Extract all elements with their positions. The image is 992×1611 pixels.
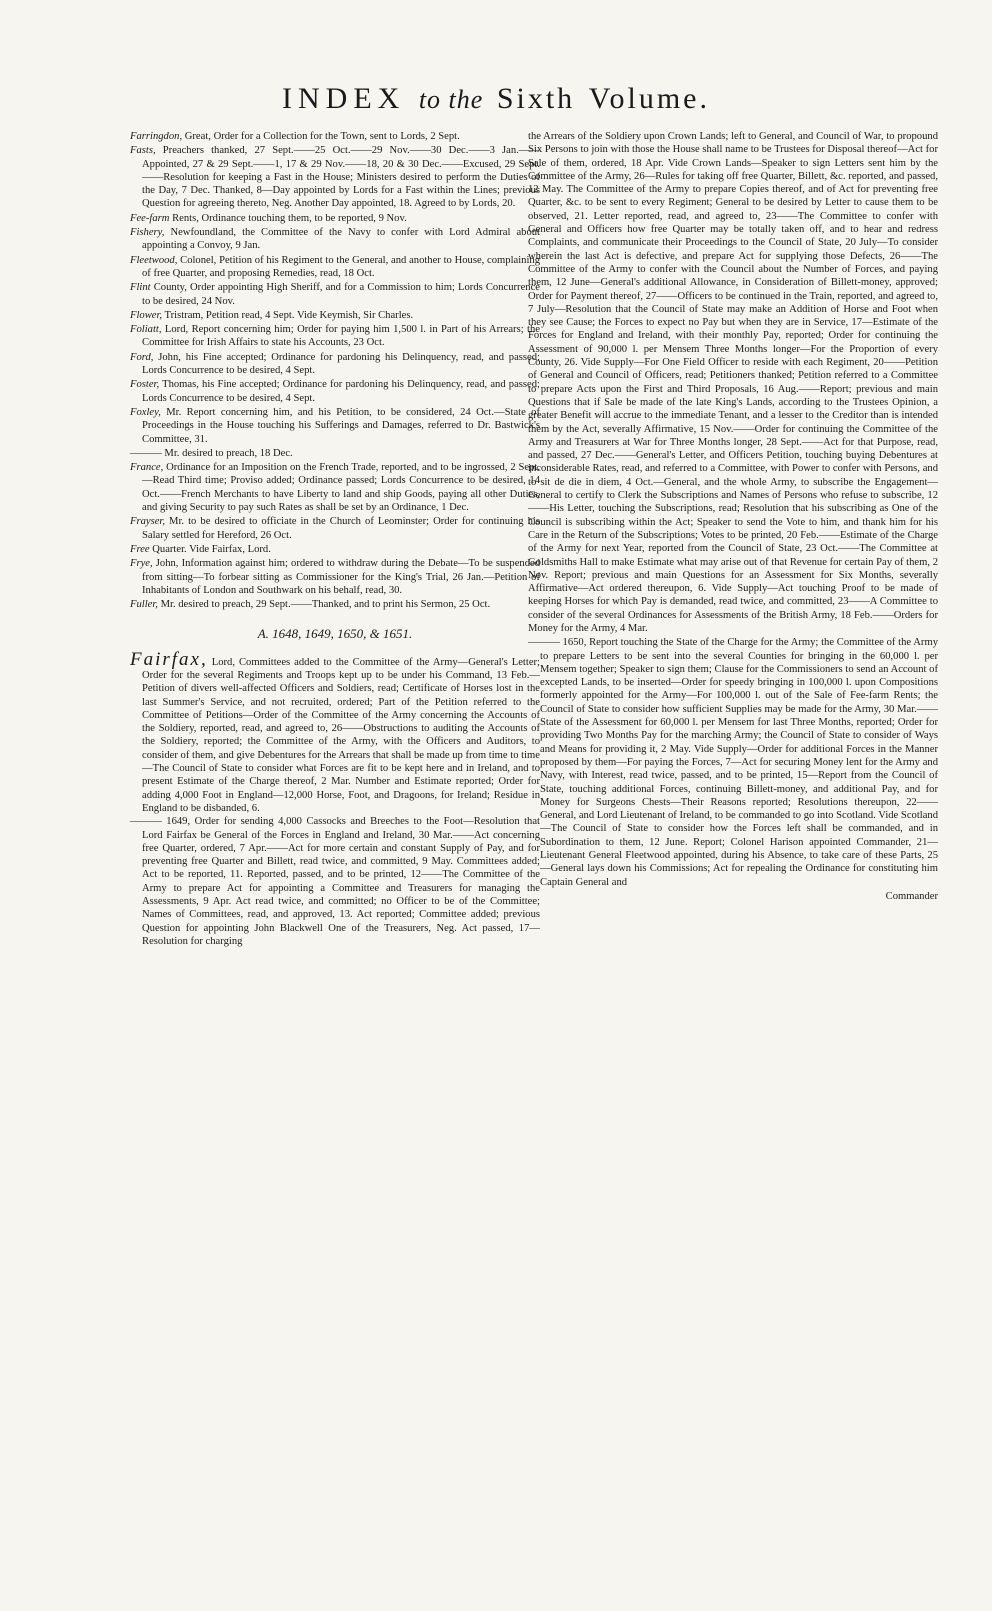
section-heading: A. 1648, 1649, 1650, & 1651. xyxy=(257,626,413,642)
index-entry xyxy=(130,323,540,350)
page-header xyxy=(0,82,992,116)
entry-text: John, his Fine accepted; Ordinance for pardoning his Delinquency, read, and passed; Lords Concurrence to be desired, 4 Sept. xyxy=(142,351,540,377)
entry-text: John, Information against him; ordered to withdraw during the Debate—To be suspended from sitting—To forbear sitting as Commissioner for the King's Trial, 26 Jan.—Petition of Inhabitants of London and Southwark on his behalf, read, 30. xyxy=(142,558,540,596)
entry-keyword: Fee-farm xyxy=(130,212,170,224)
entry-keyword: Fishery, xyxy=(130,227,165,239)
entry-text: ——— 1649, Order for sending 4,000 Cassocks and Breeches to the Foot—Resolution that Lord Fairfax be General of the Forces in England and Ireland, 30 Mar.——Act concerning free Quarter, ordered, 7 Apr.——Act for more certain and constant Supply of Pay, and for preventing free Quarter and Billett, read twice, and committed, 9 May. Committees added; Act to be reported, 11. Reported, passed, and to be printed, 12——The Committee of the Army to prepare Act for appointing a Committee and Treasurers for managing the Assessments, 9 Apr. Act read twice, and committed; no Officer to be of the Committee; Names of Committees, read, and approved, 13. Act reported; Committee added; previous Question for appointing John Blackwell One of the Treasurers, Neg. Act passed, 17—Resolution for charging xyxy=(130,816,540,947)
entry-keyword: Fasts, xyxy=(130,145,156,157)
entry-keyword: ——— xyxy=(130,447,162,459)
entry-text: Colonel, Petition of his Regiment to the General, and another to House, complaining of free Quarter, and proposing Remedies, read, 18 Oct. xyxy=(142,254,540,279)
entry-text: Tristram, Petition read, 4 Sept. Vide Keymish, Sir Charles. xyxy=(162,309,414,321)
entry-text: Mr. Report concerning him, and his Petition, to be considered, 24 Oct.—State of Proceedings in the House touching his Sufferings and Damages, referred to Dr. Bastwick's Committee, 31. xyxy=(142,406,540,445)
index-entry xyxy=(130,598,540,611)
index-entry-continuation xyxy=(130,815,540,948)
index-entry xyxy=(130,212,540,225)
entry-text: Lord, Report concerning him; Order for paying him 1,500 l. in Part of his Arrears; the Committee for Irish Affairs to state his Accounts, 23 Oct. xyxy=(142,324,540,349)
entry-keyword: Flint xyxy=(130,282,151,294)
header-to-the: to the xyxy=(418,85,484,114)
entry-text: Mr. desired to preach, 29 Sept.——Thanked, and to print his Sermon, 25 Oct. xyxy=(157,599,491,611)
index-entry xyxy=(130,130,540,143)
entry-text: County, Order appointing High Sheriff, and for a Commission to him; Lords Concurrence to be desired, 24 Nov. xyxy=(142,282,540,307)
entry-keyword: Frayser, xyxy=(130,516,166,528)
index-entry-fairfax xyxy=(130,648,540,816)
header-volume: Volume. xyxy=(588,82,710,115)
index-entry xyxy=(130,144,540,210)
entry-keyword: Frye, xyxy=(130,558,153,570)
entry-keyword: Free xyxy=(130,543,150,555)
header-index: INDEX xyxy=(282,82,406,115)
index-entry xyxy=(130,309,540,322)
entry-text: Lord, Committees added to the Committee of the Army—General's Letter; Order for the several Regiments and Troops kept up to be under his Command, 13 Feb.—Petition of divers well-affected Officers and Soldiers, read; Certificate of Horses lost in the last Summer's Service, and not recruited, ordered; Part of the Petition referred to the Committee of Petitions—Order of the Committee of the Army concerning the Accounts of the Soldiery, reported, read, and agreed to, 26——Obstructions to auditing the Accounts of the Soldiery, reported; the Committee of the Army, with the Officers and Auditors, to consider of them, and give Debentures for the Arrears that shall be made up from time to time—The Council of State to consider what Forces are fit to be kept here and in Ireland, and to present Estimate of the Charge thereof, 2 Mar. Number and Estimate reported; Order for adding 4,000 Foot in England—12,000 Horse, Foot, and Dragoons, for Ireland; Residue in England to be disbanded, 6. xyxy=(142,656,540,814)
left-column xyxy=(130,130,540,949)
index-entry xyxy=(130,406,540,446)
index-entry xyxy=(130,447,540,460)
header-sixth: Sixth xyxy=(496,82,576,115)
index-entry xyxy=(130,351,540,378)
index-entry xyxy=(130,281,540,308)
index-entry xyxy=(130,557,540,597)
entry-keyword: Fairfax, xyxy=(130,648,208,670)
index-entry xyxy=(130,378,540,405)
entry-keyword: Foxley, xyxy=(130,406,161,418)
entry-text: Preachers thanked, 27 Sept.——25 Oct.——29 Nov.——30 Dec.——3 Jan.——Appointed, 27 & 29 Sept.——1, 17 & 29 Nov.——18, 20 & 30 Dec.——Excused, 29 Sept.——Resolution for keeping a Fast in the House; Ministers desired to perform the Duties of the Day, 7 Dec. Thanked, 8—Day appointed by Lords for a Fast within the Lines; previous Question for agreeing thereto, Neg. Another Day appointed, 18. Agreed to by Lords, 20. xyxy=(142,145,540,210)
index-entry xyxy=(130,515,540,542)
index-entry xyxy=(130,461,540,514)
index-entry-continuation xyxy=(528,636,938,889)
entry-keyword: Foliatt, xyxy=(130,324,162,336)
entry-text: Newfoundland, the Committee of the Navy to confer with Lord Admiral about appointing a Convoy, 9 Jan. xyxy=(142,227,540,252)
entry-text: Mr. desired to preach, 18 Dec. xyxy=(161,447,293,459)
entry-text: Quarter. Vide Fairfax, Lord. xyxy=(149,543,271,555)
entry-keyword: Farringdon, xyxy=(130,131,183,142)
right-column xyxy=(528,130,938,903)
entry-text: Mr. to be desired to officiate in the Church of Leominster; Order for continuing his Salary settled for Hereford, 26 Oct. xyxy=(142,516,540,541)
entry-keyword: Flower, xyxy=(130,309,163,321)
index-entry xyxy=(130,254,540,281)
entry-text: Great, Order for a Collection for the Town, sent to Lords, 2 Sept. xyxy=(182,131,460,142)
entry-keyword: Foster, xyxy=(130,379,160,391)
index-entry xyxy=(130,543,540,556)
index-entry-continuation xyxy=(528,130,938,635)
entry-text: Thomas, his Fine accepted; Ordinance for pardoning his Delinquency, read, and passed; Lords Concurrence to be desired, 4 Sept. xyxy=(142,379,540,404)
entry-text: the Arrears of the Soldiery upon Crown Lands; left to General, and Council of War, to propound Six Persons to join with those the House shall name to be Trustees for Disposal thereof—Act for Sale of them, ordered, 18 Apr. Vide Crown Lands—Speaker to sign Letters sent him by the Committee of the Army, 26—Rules for taking off free Quarter, Billett, &c. reported, and passed, 12 May. The Committee of the Army to prepare Copies thereof, and of Act for preventing free Quarter, &c. to be sent to every Regiment; General to be desired by Letter to cause them to be observed, 21. Letter reported, read, and agreed to, 23——The Committee to confer with General and Officers how free Quarter may be totally taken off, and to hear and redress Complaints, and communicate their Proceedings to the Council of State, 20 July—To consider wherein the last Act is defective, and prepare Act for supplying those Defects, 26——The Committee of the Army to confer with the Council about the Number of Forces, and paying them, 12 June—General's additional Allowance, in Consideration of Billett-money, approved; Order for Payment thereof, 27——Officers to be continued in the Train, reported, and agreed to, 7 July—Resolution that the Council of State may make an Addition of Horse and Foot when they see Cause; the Forces to expect no Pay but when they are in Service, 17—Estimate of the Forces for England and Ireland, with their monthly Pay, reported; Order for continuing the Assessment of 90,000 l. per Mensem Three Months longer—For the Proportion of every County, 26. Vide Supply—For One Field Officer to reside with each Regiment, 20——Petition of General and Council of Officers, read; Petitioners thanked; Petition referred to a Committee to prepare Acts upon the First and Third Proposals, 16 Aug.——Report; previous and main Questions that if Sale be made of the late King's Lands, according to the Trustees Opinion, a greater Benefit will accrue to the immediate Tenant, and a lesser to the Creditor than is intended them by the Act, severally Affirmative, 15 Nov.——Order for continuing the Committee of the Army and Treasurers at War for Three Months longer, 28 Sept.——Act for that Purpose, read, and passed, 27 Dec.——General's Letter, and Officers Petition, touching buying Debentures at inconsiderable Rates, read, and referred to a Committee, with Power to confer with Persons, and to sit de die in diem, 4 Oct.—General, and the whole Army, to subscribe the Engagement—General to certify to Clerk the Subscriptions and Names of Persons who refuse to subscribe, 12——His Letter, touching the Subscriptions, read; Resolution that his subscribing as One of the Council is subscribing within the Act; Speaker to send the Vote to him, and thank him for his Care in the Return of the Subscriptions; Votes to be printed, 20 Feb.——Estimate of the Charge of the Army for next Year, reported from the Council of State, 23 Oct.——The Committee at Goldsmiths Hall to make Estimate what may arise out of that Revenue for certain Pay of them, 2 Nov. Report; previous and main Questions for an Assessment for Six Months, severally Affirmative—Act ordered thereupon, 6. Vide Supply—Act touching Proof to be made of keeping Horses for which Pay is demanded, read twice, and committed, 23——A Committee to consider of the several Ordinances for Assessments of the British Army, 18 Feb.——Orders for Money for the Army, 4 Mar. xyxy=(528,131,938,634)
entry-text: ——— 1650, Report touching the State of the Charge for the Army; the Committee of the Army to prepare Letters to be sent into the several Counties for bringing in the 60,000 l. per Mensem together; Speaker to sign them; Clause for the Commissioners to send an Account of excepted Lands, to be inserted—Order for speedy bringing in 100,000 l. upon Compositions formerly appointed for the Army—For 100,000 l. out of the Sale of Fee-farm Rents; the Council of State to consider how sufficient Supplies may be made for the Army, 30 Mar.——State of the Assessment for 60,000 l. per Mensem for last Three Months, reported; Order for providing Two Months Pay for the marching Army; the Council of State to consider of Ways and Means for providing it, 2 May. Vide Supply—Order for additional Forces in the Manner proposed by them—For paying the Forces, 7—Act for securing Money lent for the Army and Navy, with Interest, read twice, passed, and to be printed, 15—Report from the Council of State, touching additional Forces, continuing Billett-money, and additional Pay, and for Money for Surgeons Chests—Their Reasons reported; Resolutions thereupon, 22——General, and Lord Lieutenant of Ireland, to be commanded to go into Scotland. Vide Scotland—The Council of State to consider how the Forces left shall be commanded, and in Subordination to them, 12 June. Report; Colonel Harison appointed Commander, 21—Lieutenant General Fleetwood appointed, during his Absence, to take care of these Parts, 25—General lays down his Commissions; Act for repealing the Ordinance for constituting him Captain General and xyxy=(528,637,938,888)
entry-text: Ordinance for an Imposition on the French Trade, reported, and to be ingrossed, 2 Sept.—Read Third time; Proviso added; Ordinance passed; Lords Concurrence to be desired, 14 Oct.——French Merchants to have Liberty to land and ship Goods, paying all other Duties, and giving Security to pay such Rates as shall be set by an Ordinance, 1 Dec. xyxy=(142,462,540,514)
index-entry xyxy=(130,226,540,253)
entry-text: Rents, Ordinance touching them, to be reported, 9 Nov. xyxy=(169,212,407,224)
entry-keyword: France, xyxy=(130,462,164,474)
entry-keyword: Fuller, xyxy=(130,599,158,611)
entry-keyword: Fleetwood, xyxy=(130,254,178,266)
catchword: Commander xyxy=(885,890,938,902)
entry-keyword: Ford, xyxy=(130,351,154,363)
